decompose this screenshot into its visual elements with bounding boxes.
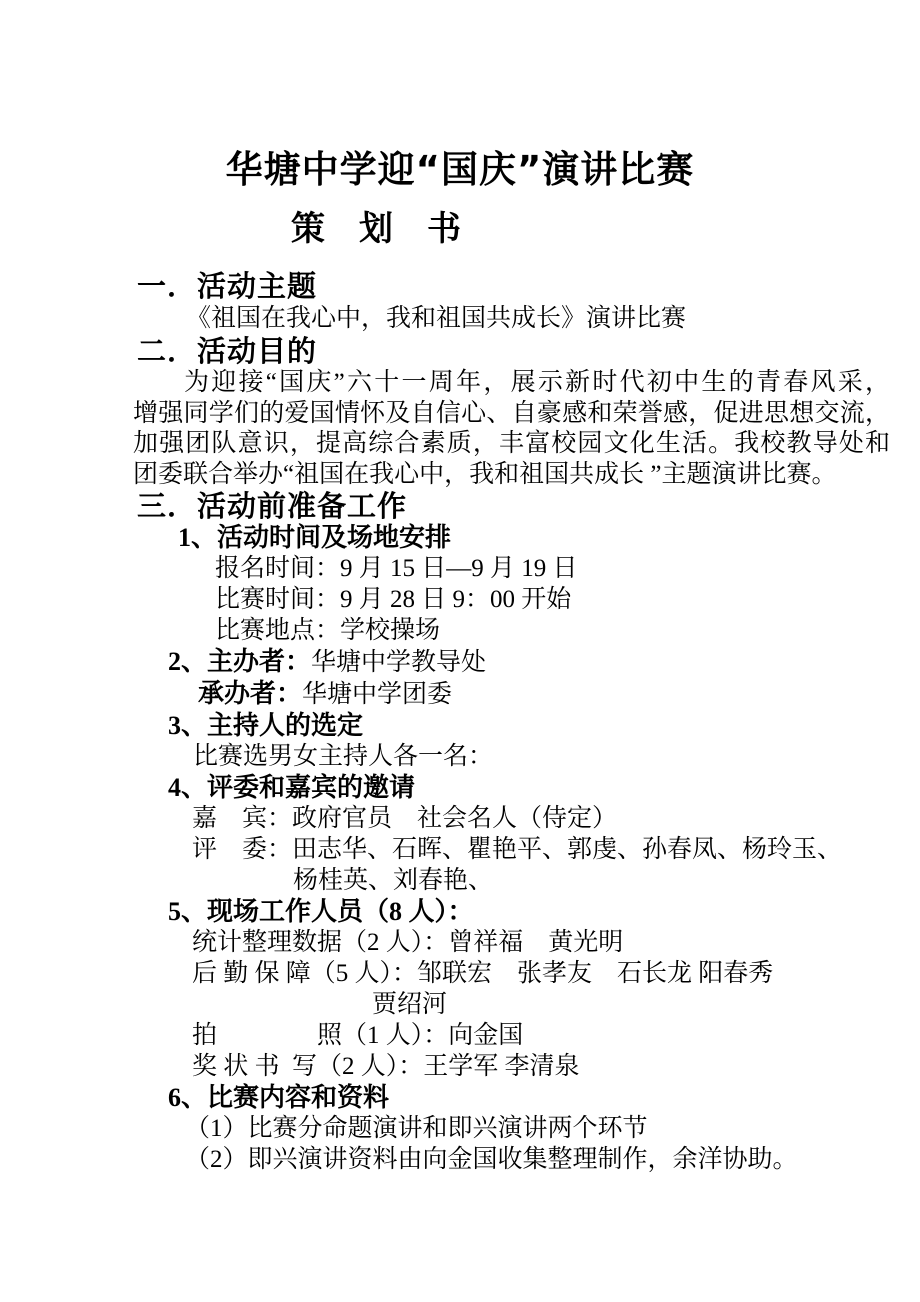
section-1-content: 《祖国在我心中，我和祖国共成长》演讲比赛 bbox=[186, 305, 687, 332]
contest-place-line: 比赛地点：学校操场 bbox=[215, 617, 441, 644]
item-4-heading: 4、评委和嘉宾的邀请 bbox=[168, 773, 416, 802]
organizer-label: 2、主办者： bbox=[168, 647, 312, 676]
organizer-value: 华塘中学教导处 bbox=[311, 649, 487, 676]
organizer-line bbox=[168, 646, 920, 678]
item-1-heading: 1、活动时间及场地安排 bbox=[178, 523, 452, 552]
co-organizer-line bbox=[198, 678, 920, 710]
co-organizer-value: 华塘中学团委 bbox=[302, 681, 453, 708]
contest-content-line-1: （1）比赛分命题演讲和即兴演讲两个环节 bbox=[185, 1115, 648, 1142]
photo-staff-line: 拍 照（1 人）：向金国 bbox=[192, 1022, 524, 1049]
section-2-paragraph bbox=[133, 368, 890, 490]
contest-time-line: 比赛时间：9 月 28 日 9：00 开始 bbox=[215, 586, 572, 613]
statistics-staff-line: 统计整理数据（2 人）：曾祥福 黄光明 bbox=[192, 929, 624, 956]
logistics-staff-line: 后 勤 保 障（5 人）：邹联宏 张孝友 石长龙 阳春秀 bbox=[192, 960, 774, 987]
doc-title: 华塘中学迎“国庆”演讲比赛 bbox=[225, 148, 695, 191]
host-selection-line: 比赛选男女主持人各一名： bbox=[193, 743, 494, 770]
contest-content-line-2: （2）即兴演讲资料由向金国收集整理制作，余洋协助。 bbox=[185, 1146, 798, 1173]
judges-continuation-line: 杨桂英、刘春艳、 bbox=[293, 867, 494, 894]
co-organizer-label: 承办者： bbox=[198, 679, 303, 708]
doc-subtitle: 策 划 书 bbox=[291, 209, 461, 249]
guests-line: 嘉 宾：政府官员 社会名人（侍定） bbox=[192, 805, 618, 832]
certificate-staff-line: 奖 状 书 写（2 人）：王学军 李清泉 bbox=[192, 1053, 580, 1080]
paragraph-line-1: 为迎接“国庆”六十一周年，展示新时代初中生的青春风采， bbox=[184, 369, 890, 396]
section-1-heading: 一．活动主题 bbox=[137, 269, 318, 303]
section-3-heading: 三．活动前准备工作 bbox=[137, 489, 408, 523]
logistics-staff-continuation-line: 贾绍河 bbox=[372, 991, 448, 1018]
item-5-heading: 5、现场工作人员（8 人）： bbox=[168, 897, 474, 926]
paragraph-line-3: 加强团队意识，提高综合素质，丰富校园文化生活。我校教导处和 bbox=[133, 430, 890, 457]
paragraph-line-4: 团委联合举办“祖国在我心中，我和祖国共成长 ”主题演讲比赛。 bbox=[133, 460, 837, 488]
item-6-heading: 6、比赛内容和资料 bbox=[168, 1083, 390, 1112]
section-2-heading: 二．活动目的 bbox=[137, 334, 318, 368]
paragraph-line-2: 增强同学们的爱国情怀及自信心、自豪感和荣誉感，促进思想交流， bbox=[133, 399, 890, 427]
item-3-heading: 3、主持人的选定 bbox=[168, 711, 364, 740]
judges-line: 评 委：田志华、石晖、瞿艳平、郭虔、孙春凤、杨玲玉、 bbox=[192, 836, 843, 863]
signup-time-line: 报名时间：9 月 15 日—9 月 19 日 bbox=[215, 555, 578, 582]
